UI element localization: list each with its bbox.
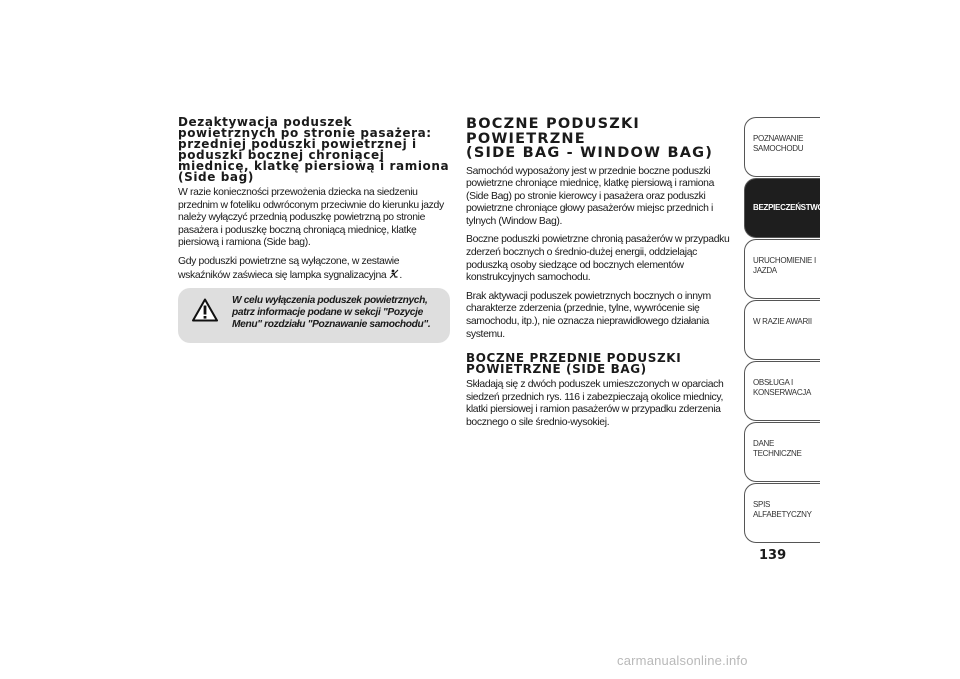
left-paragraph-2-end: . [399,269,402,281]
subsection-title [466,353,738,375]
tab-obsluga-i-konserwacja[interactable] [744,361,820,421]
section-title-line-1: BOCZNE PODUSZKI [466,116,640,132]
page-number: 139 [759,548,787,563]
left-paragraph-1: W razie konieczności przewożenia dziecka na siedzeniu przednim w foteliku odwróconym przeciwnie do kierunku jazdy należy wyłączyć przednią poduszkę powietrzną po stronie pasażera i poduszkę boczną chroniącą miednicę, klatkę piersiową i ramiona (Side bag). [178,187,444,249]
tab-dane-techniczne[interactable] [744,422,820,482]
tab-label-2: SAMOCHODU [753,143,804,153]
tab-label-2: KONSERWACJA [753,387,812,397]
tab-label: OBSŁUGA I [753,378,793,387]
section-title-line-2: POWIETRZNE [466,130,586,147]
warning-triangle-icon [192,298,218,322]
subsection-title-line-2: POWIETRZNE (SIDE BAG) [466,362,647,377]
left-paragraph-2-text: Gdy poduszki powietrzne są wyłączone, w zestawie wskaźników zaświeca się lampka sygnalizacyjna [178,255,400,281]
tab-poznawanie-samochodu[interactable] [744,117,820,177]
tab-w-razie-awarii[interactable] [744,300,820,360]
right-paragraph-4: Składają się z dwóch poduszek umieszczonych w oparciach siedzeń przednich rys. 116 i zabezpieczają okolice miednicy, klatki piersiowej i ramion pasażerów w przypadku zderzenia bocznego o sile średnio-wysokiej. [466,379,724,428]
left-paragraph-2 [178,256,450,282]
tab-label: URUCHOMIENIE I [753,256,816,265]
tab-label: POZNAWANIE [753,134,804,143]
section-title-line-3: (SIDE BAG - WINDOW BAG) [466,145,714,161]
tab-uruchomienie-i-jazda[interactable] [744,239,820,299]
tab-bezpieczenstwo[interactable] [744,178,824,238]
tab-label: DANE TECHNICZNE [753,439,802,458]
airbag-off-warning-icon [389,269,399,279]
right-column [466,117,738,436]
warning-note-text: W celu wyłączenia poduszek powietrznych, patrz informacje podane w sekcji "Pozycje Menu" rozdziału "Poznawanie samochodu". [232,295,431,331]
subsection-title-line-1: BOCZNE PRZEDNIE PODUSZKI [466,351,682,366]
watermark: carmanualsonline.info [617,653,748,668]
section-title [466,117,738,161]
left-column [178,117,450,343]
tab-label-2: JAZDA [753,265,777,275]
tab-label: BEZPIECZEŃSTWO [753,203,824,212]
chapter-tabs [744,117,824,544]
right-paragraph-3: Brak aktywacji poduszek powietrznych bocznych o innym charakterze zderzenia (przednie, tylne, wywrócenie się samochodu, itp.), nie oznacza nieprawidłowego działania systemu. [466,290,711,340]
left-heading: Dezaktywacja poduszek powietrznych po stronie pasażera: przedniej poduszki powietrznej i poduszki bocznej chroniącej miednicę, klatkę piersiową i ramiona (Side bag) [178,115,450,184]
right-paragraph-2: Boczne poduszki powietrzne chronią pasażerów w przypadku zderzeń bocznych o średnio-dużej energii, oddzielając poduszką osoby siedzące od bocznych elementów konstrukcyjnych samochodu. [466,234,730,284]
tab-label: W RAZIE AWARII [753,317,812,326]
right-paragraph-1: Samochód wyposażony jest w przednie boczne poduszki powietrzne chroniące miednicę, klatkę piersiową i ramiona (Side Bag) po stronie kierowcy i pasażera oraz poduszki powietrzne chroniące głowy pasażerów miejsc przednich i tylnych (Window Bag). [466,165,715,227]
tab-spis-alfabetyczny[interactable] [744,483,820,543]
warning-note [178,288,450,343]
tab-label: SPIS ALFABETYCZNY [753,500,812,519]
